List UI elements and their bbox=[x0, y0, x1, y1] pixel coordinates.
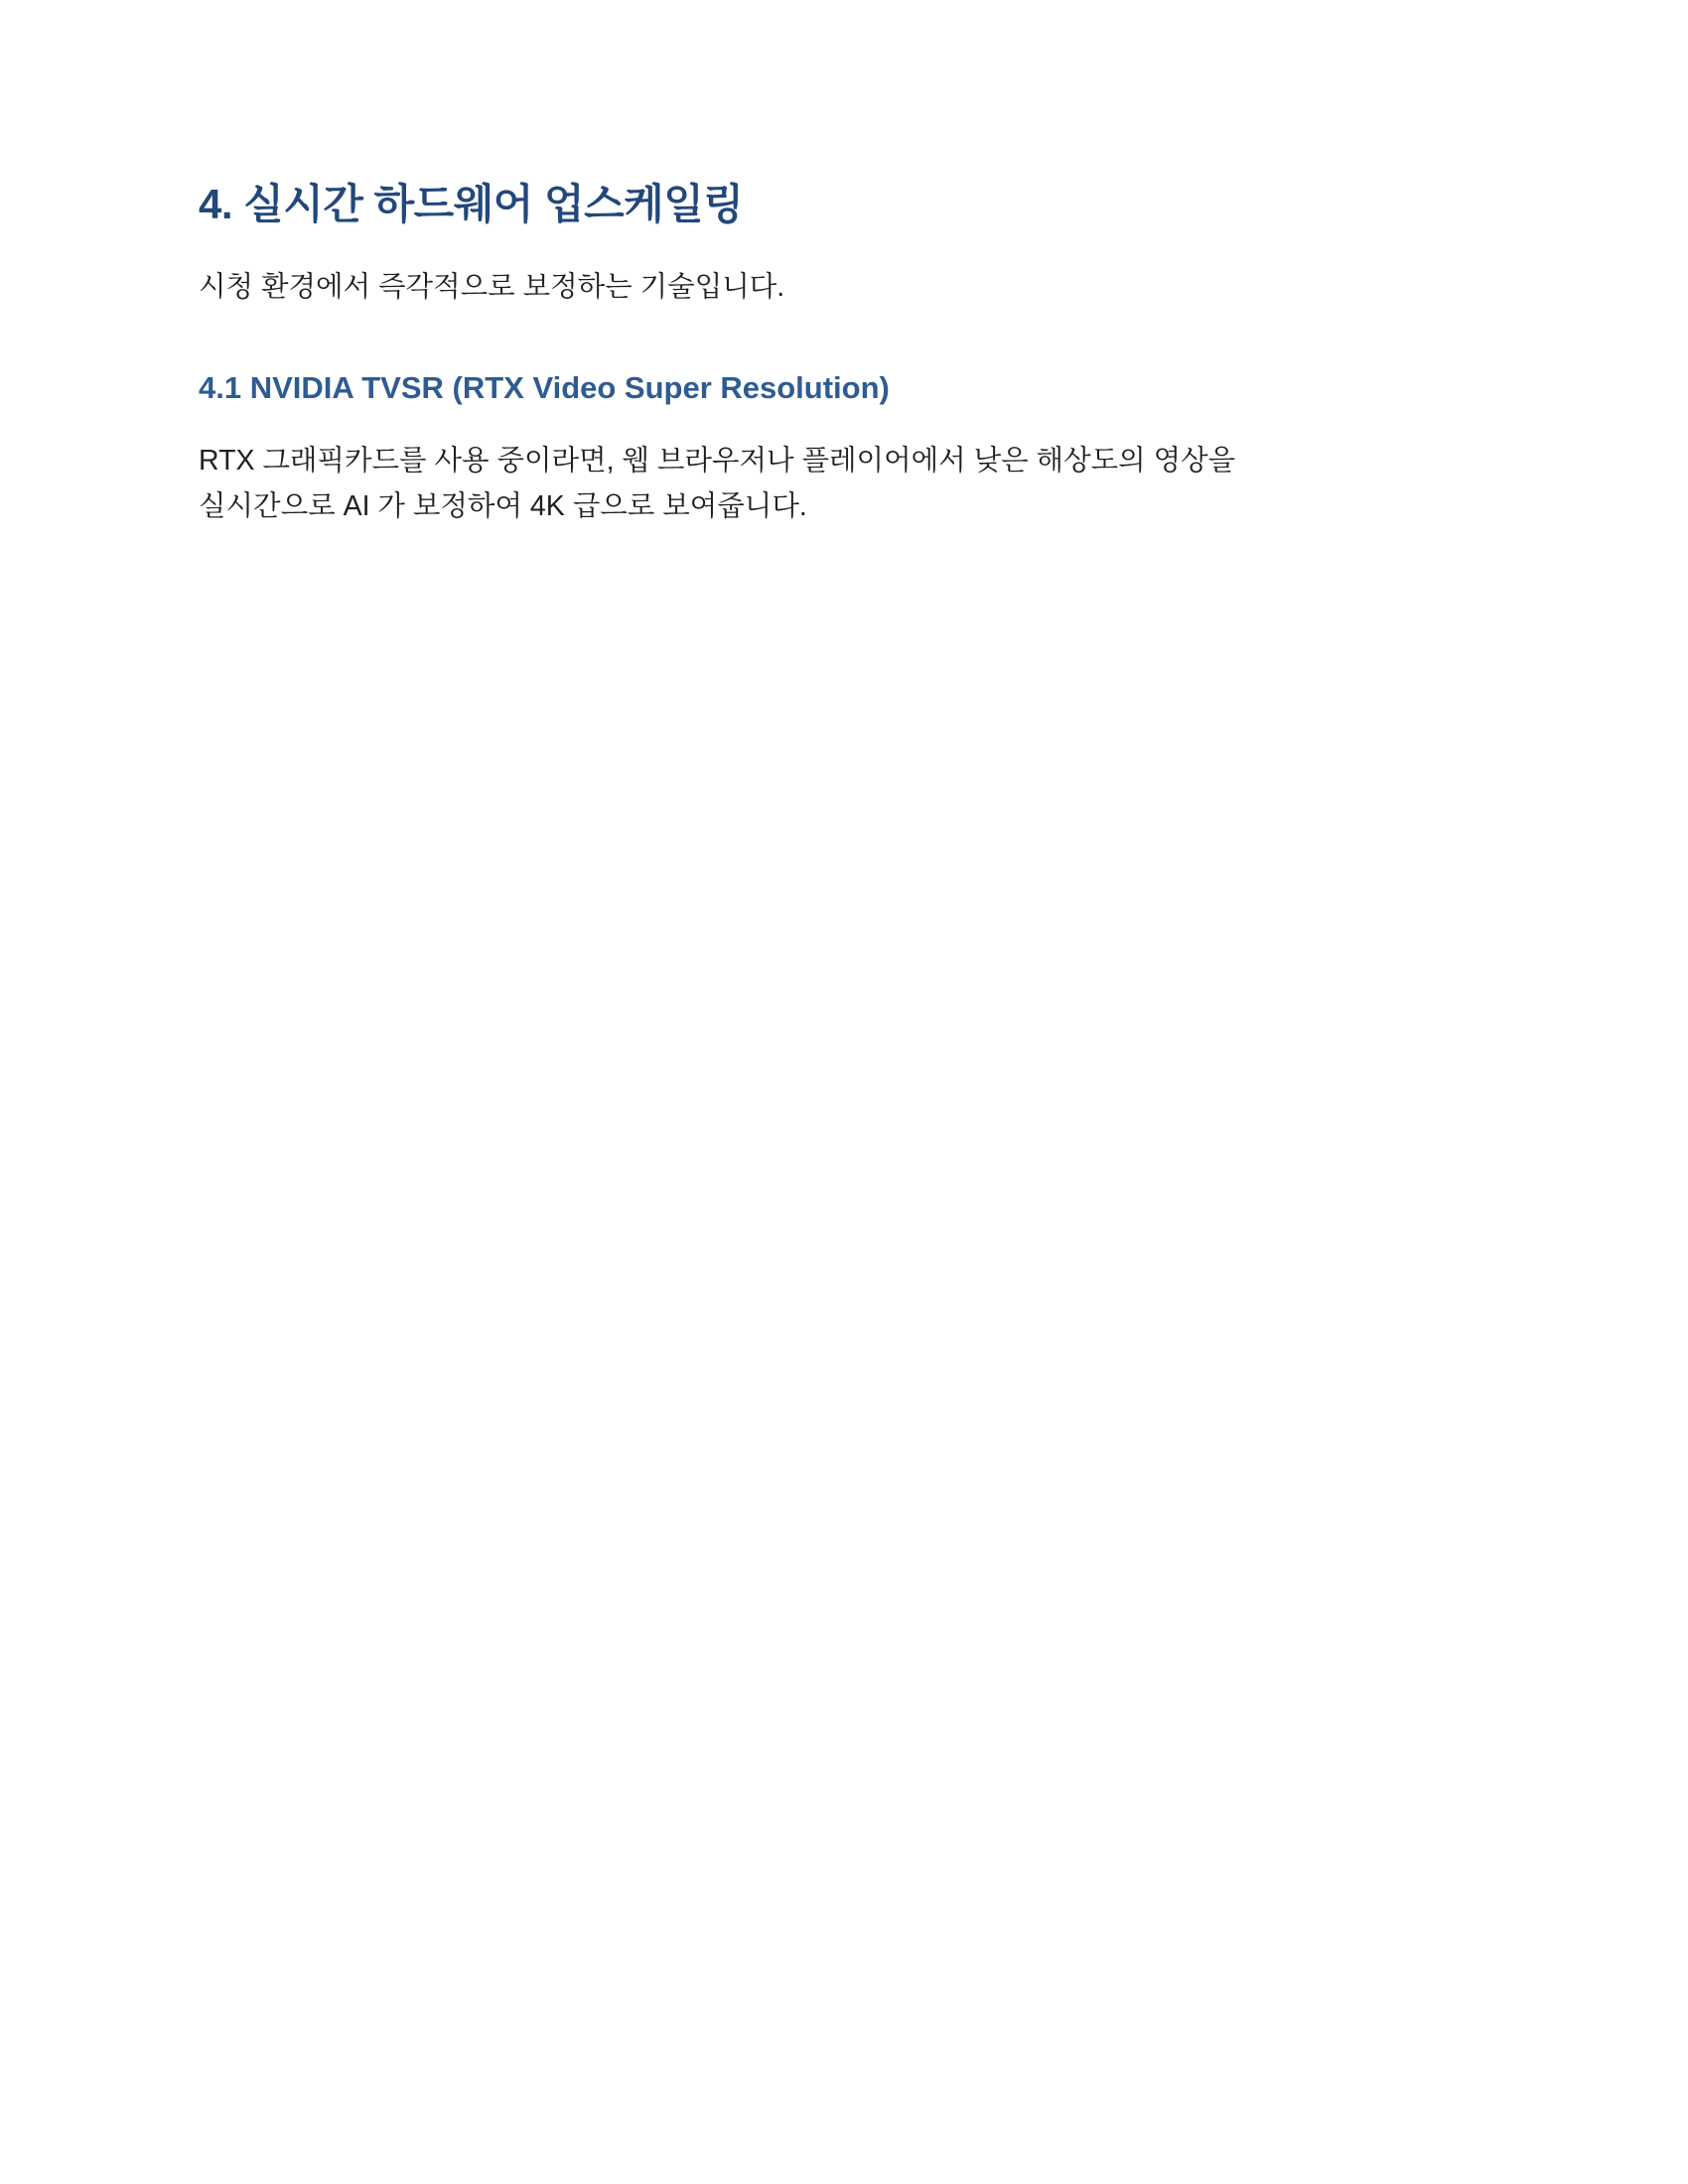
subsection-paragraph-line-2: 실시간으로 AI 가 보정하여 4K 급으로 보여줍니다. bbox=[199, 490, 807, 523]
subsection-heading-4-1: 4.1 NVIDIA TVSR (RTX Video Super Resolution) bbox=[199, 369, 890, 405]
page-content bbox=[199, 179, 1370, 529]
subsection-paragraph-line-1: RTX 그래픽카드를 사용 중이라면, 웹 브라우저나 플레이어에서 낮은 해상도의 영상을 bbox=[199, 444, 1236, 477]
section-intro-paragraph: 시청 환경에서 즉각적으로 보정하는 기술입니다. bbox=[199, 270, 785, 303]
subsection-paragraph bbox=[199, 438, 1355, 529]
section-heading-4: 4. 실시간 하드웨어 업스케일링 bbox=[199, 181, 744, 227]
